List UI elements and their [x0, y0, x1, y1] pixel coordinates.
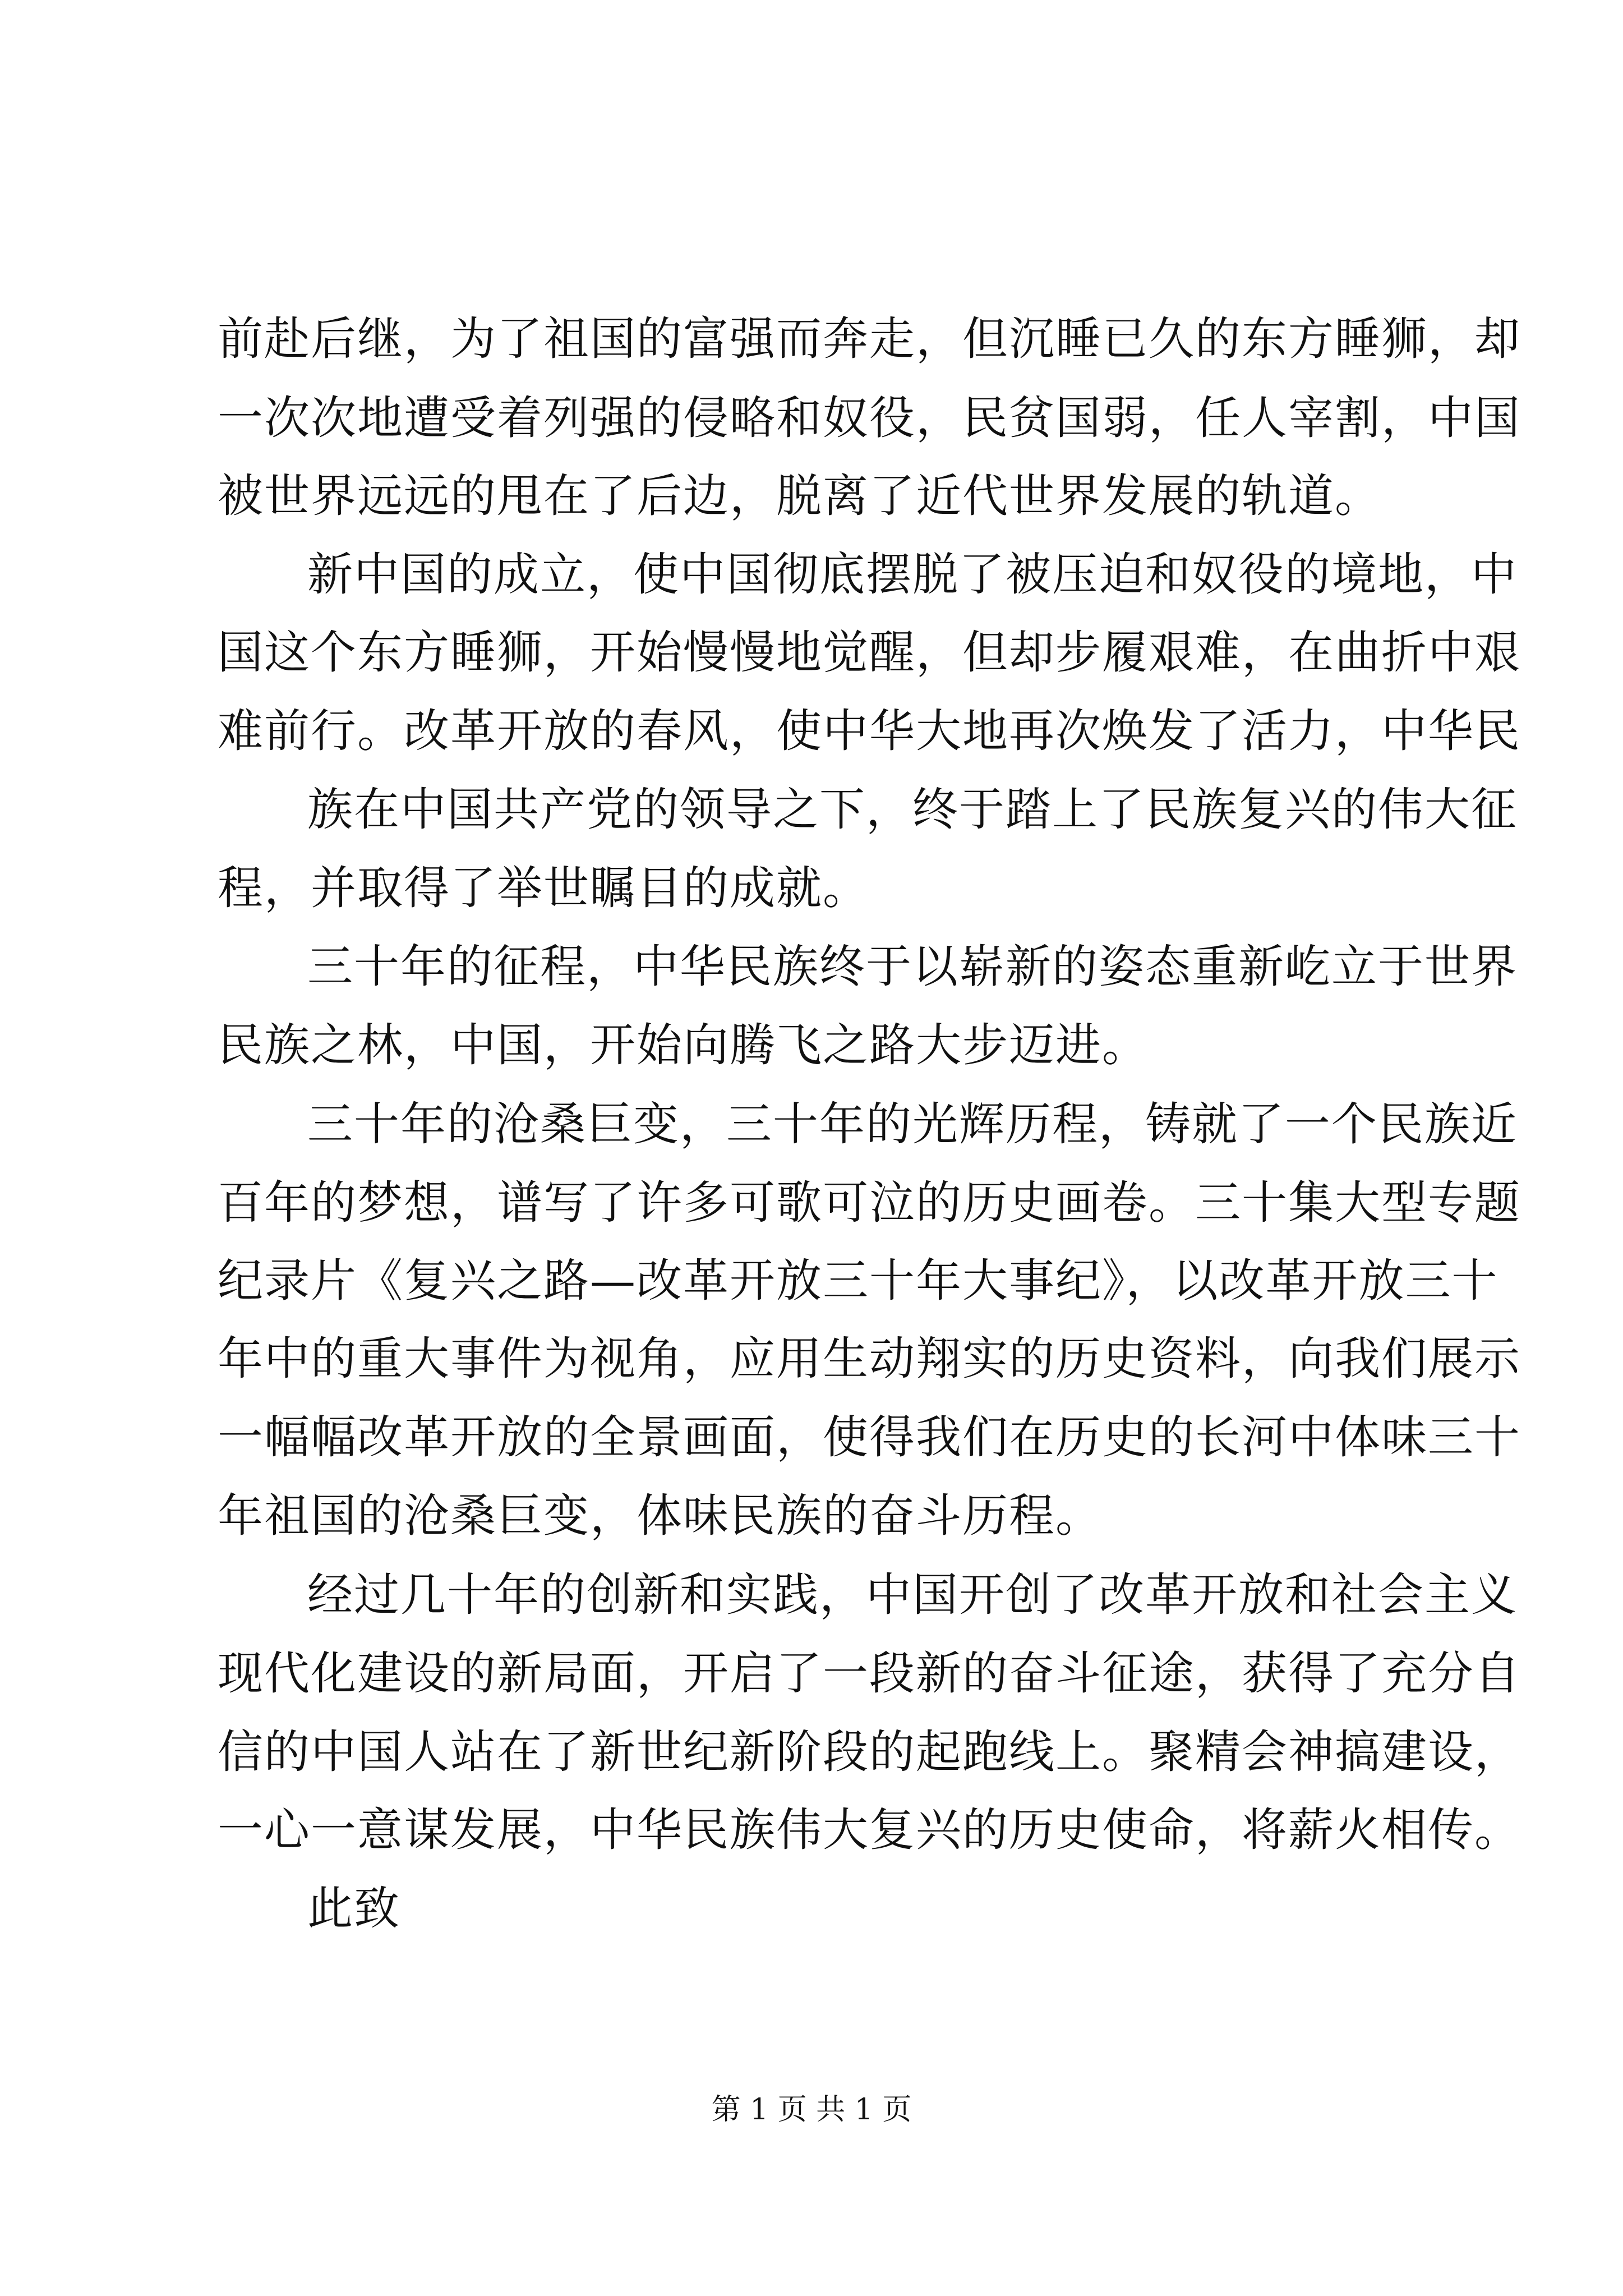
page-footer: 第 1 页 共 1 页 — [711, 2093, 912, 2127]
text-line: 难前行。改革开放的春风，使中华大地再次焕发了活力，中华民 — [218, 705, 1521, 758]
text-line: 程，并取得了举世瞩目的成就。 — [218, 862, 870, 915]
text-line: 民族之林，中国，开始向腾飞之路大步迈进。 — [218, 1019, 1149, 1072]
closing-text: 此致 — [307, 1883, 401, 1935]
text-line: 年祖国的沧桑巨变，体味民族的奋斗历程。 — [218, 1490, 1103, 1543]
text-line: 国这个东方睡狮，开始慢慢地觉醒，但却步履艰难，在曲折中艰 — [218, 627, 1521, 679]
text-line: 一次次地遭受着列强的侵略和奴役，民贫国弱，任人宰割，中国 — [218, 392, 1521, 445]
text-line: 经过几十年的创新和实践，中国开创了改革开放和社会主义 — [307, 1569, 1518, 1622]
text-line: 一幅幅改革开放的全景画面，使得我们在历史的长河中体味三十 — [218, 1411, 1521, 1464]
text-line: 新中国的成立，使中国彻底摆脱了被压迫和奴役的境地，中 — [307, 549, 1518, 601]
text-line: 被世界远远的甩在了后边，脱离了近代世界发展的轨道。 — [218, 470, 1382, 523]
text-line: 三十年的征程，中华民族终于以崭新的姿态重新屹立于世界 — [307, 941, 1518, 993]
text-line: 年中的重大事件为视角，应用生动翔实的历史资料，向我们展示 — [218, 1333, 1521, 1386]
text-line: 前赴后继，为了祖国的富强而奔走，但沉睡已久的东方睡狮，却 — [218, 313, 1521, 366]
text-line: 百年的梦想，谱写了许多可歌可泣的历史画卷。三十集大型专题 — [218, 1177, 1521, 1230]
text-line: 三十年的沧桑巨变，三十年的光辉历程，铸就了一个民族近 — [307, 1098, 1518, 1151]
text-line: 纪录片《复兴之路—改革开放三十年大事纪》，以改革开放三十 — [218, 1255, 1498, 1308]
text-line: 信的中国人站在了新世纪新阶段的起跑线上。聚精会神搞建设， — [218, 1726, 1521, 1779]
text-line: 现代化建设的新局面，开启了一段新的奋斗征途，获得了充分自 — [218, 1648, 1521, 1700]
text-line: 族在中国共产党的领导之下，终于踏上了民族复兴的伟大征 — [307, 784, 1518, 836]
text-line: 一心一意谋发展，中华民族伟大复兴的历史使命，将薪火相传。 — [218, 1804, 1521, 1857]
